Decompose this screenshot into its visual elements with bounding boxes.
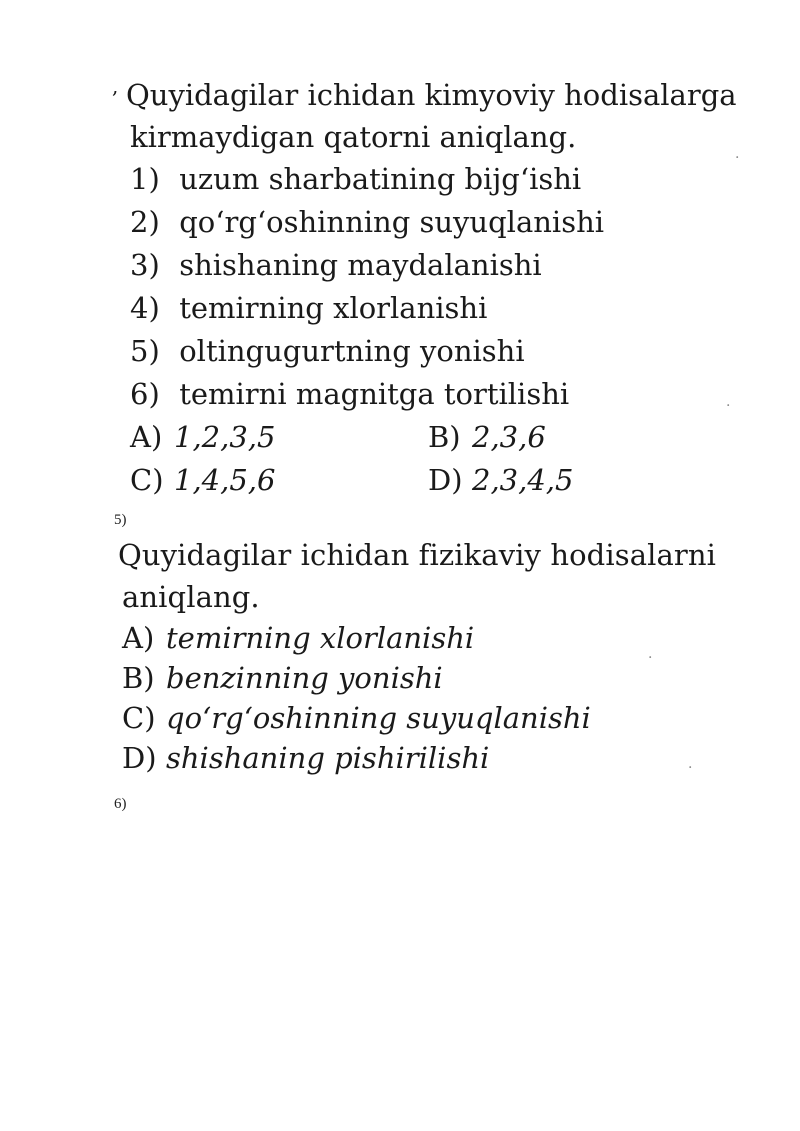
question-1-answers [118,416,758,502]
answer-option-b[interactable] [122,658,758,698]
question-1 [112,74,758,502]
answer-option-c[interactable] [130,459,428,502]
answer-option-d[interactable] [428,459,728,502]
item-text: shishaning maydalanishi [179,248,542,282]
answer-label: B) [122,661,155,695]
question-1-items [118,158,758,416]
scan-speck: · [735,150,740,166]
answer-label: A) [130,420,163,454]
item-text: temirning xlorlanishi [179,291,488,325]
answer-label: C) [122,701,156,735]
list-item [130,201,758,244]
scan-speck: · [648,650,653,666]
answer-value: 2,3,4,5 [472,463,574,497]
list-item [130,373,758,416]
question-1-text [118,74,758,158]
question-number-6: 6) [114,796,127,812]
list-item [130,158,758,201]
answer-label: B) [428,420,461,454]
question-2 [118,534,758,778]
item-number: 2) [130,205,160,239]
answer-label: D) [122,741,157,775]
question-2-text [118,534,758,618]
item-number: 6) [130,377,160,411]
answer-value: temirning xlorlanishi [166,621,475,655]
answer-option-c[interactable] [122,698,758,738]
answer-value: 2,3,6 [472,420,546,454]
item-number: 1) [130,162,160,196]
item-number: 4) [130,291,160,325]
question-1-text-line1: Quyidagilar ichidan kimyoviy hodisalarga [126,78,737,112]
item-number: 5) [130,334,160,368]
question-number-5: 5) [114,512,127,528]
question-2-text-line1: Quyidagilar ichidan fizikaviy hodisalarni [118,538,716,572]
answer-value: 1,4,5,6 [174,463,276,497]
answer-value: qo‘rg‘oshinning suyuqlanishi [166,701,591,735]
question-2-options [118,618,758,778]
answer-option-a[interactable] [122,618,758,658]
list-item [130,330,758,373]
item-number: 3) [130,248,160,282]
answer-value: benzinning yonishi [166,661,443,695]
answer-value: 1,2,3,5 [174,420,276,454]
answer-option-a[interactable] [130,416,428,459]
item-text: temirni magnitga tortilishi [179,377,570,411]
list-item [130,287,758,330]
item-text: oltingugurtning yonishi [179,334,525,368]
item-text: qo‘rg‘oshinning suyuqlanishi [179,205,605,239]
scan-speck: · [726,398,731,414]
question-1-text-line2: kirmaydigan qatorni aniqlang. [130,120,577,154]
answer-label: A) [122,621,155,655]
answer-option-d[interactable] [122,738,758,778]
stray-mark: , [112,74,119,98]
answer-label: D) [428,463,463,497]
list-item [130,244,758,287]
answer-label: C) [130,463,164,497]
item-text: uzum sharbatining bijg‘ishi [179,162,582,196]
answer-option-b[interactable] [428,416,728,459]
question-2-text-line2: aniqlang. [122,580,260,614]
scan-speck: · [688,760,693,776]
answer-value: shishaning pishirilishi [166,741,490,775]
